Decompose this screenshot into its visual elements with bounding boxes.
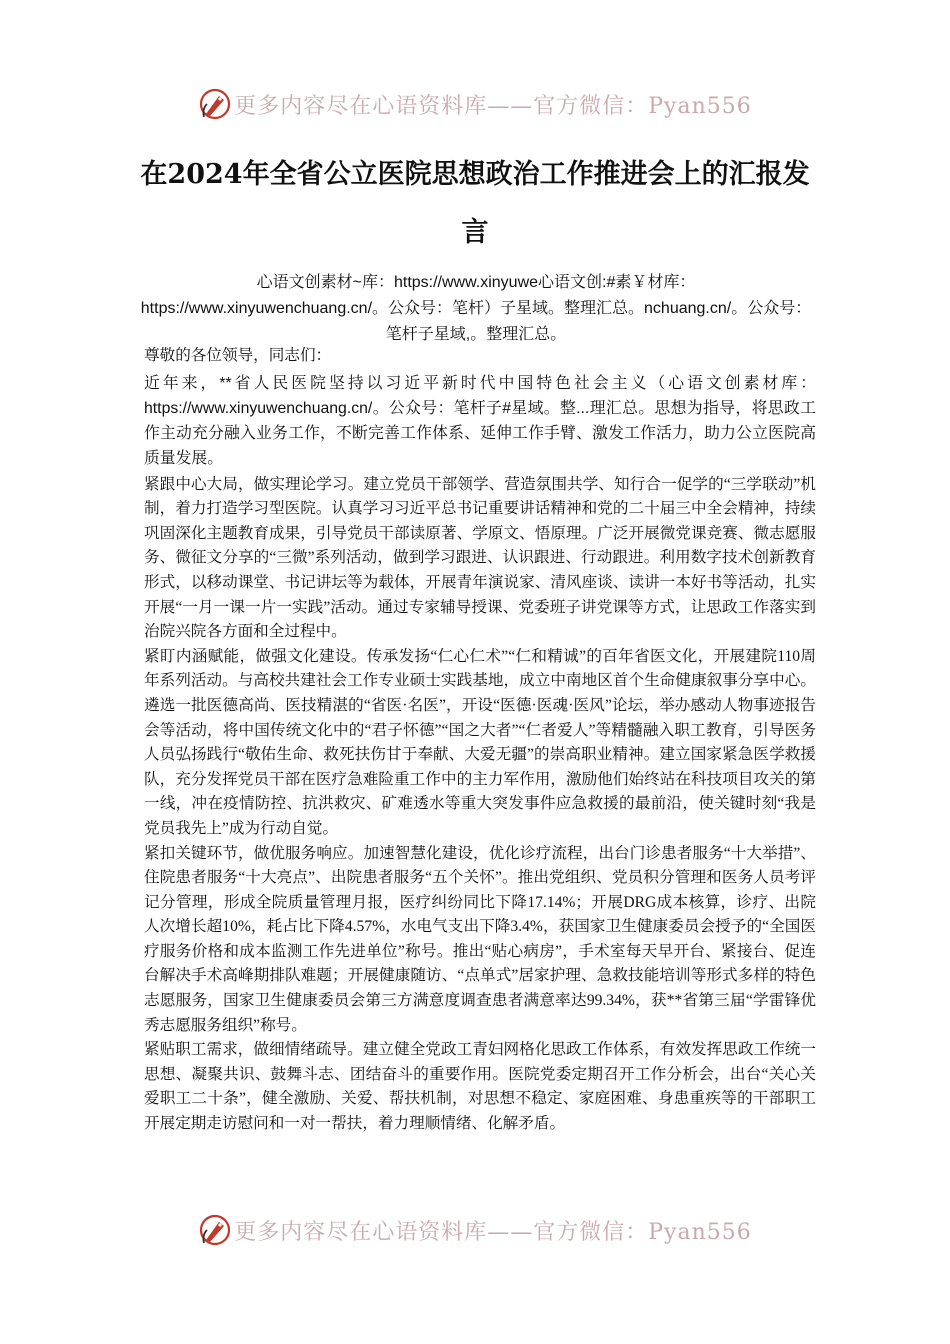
body-paragraph: 紧盯内涵赋能，做强文化建设。传承发扬“仁心仁术”“仁和精诚”的百年省医文化，开展建院110周年系列活动。与高校共建社会工作专业硕士实践基地，成立中南地区首个生命健康叙事分享中心。遴选一批医德高尚、医技精湛的“省医·名医”，开设“医德·医魂·医风”论坛，举办感动人物事迹报告会等活动，将中国传统文化中的“君子怀德”“国之大者”“仁者爱人”等精髓融入职工教育，引导医务人员弘扬践行“敬佑生命、救死扶伤甘于奉献、大爱无疆”的崇高职业精神。建立国家紧急医学救援队，充分发挥党员干部在医疗急难险重工作中的主力军作用，激励他们始终站在科技项目攻关的第一线，冲在疫情防控、抗洪救灾、矿难透水等重大突发事件应急救援的最前沿，使关键时刻“我是党员我先上”成为行动自觉。	[144, 647, 816, 837]
body-paragraph: 紧跟中心大局，做实理论学习。建立党员干部领学、营造氛围共学、知行合一促学的“三学联动”机制，着力打造学习型医院。认真学习习近平总书记重要讲话精神和党的二十届三中全会精神，持续巩固深化主题教育成果，引导党员干部读原著、学原文、悟原理。广泛开展微党课竞赛、微志愿服务、微征文分享的“三微”系列活动，做到学习跟进、认识跟进、行动跟进。利用数字技术创新教育形式，以移动课堂、书记讲坛等为载体，开展青年演说家、清风座谈、读讲一本好书等活动，扎实开展“一月一课一片一实践”活动。通过专家辅导授课、党委班子讲党课等方式，让思政工作落实到治院兴院各方面和全过程中。	[144, 475, 816, 641]
document-body	[144, 344, 816, 1137]
salutation: 尊敬的各位领导，同志们：	[144, 347, 332, 364]
footer-banner	[0, 1208, 950, 1252]
body-paragraph: 紧贴职工需求，做细情绪疏导。建立健全党政工青妇网格化思政工作体系，有效发挥思政工作统一思想、凝聚共识、鼓舞斗志、团结奋斗的重要作用。医院党委定期召开工作分析会，出台“关心关爱职工二十条”，健全激励、关爱、帮扶机制，对思想不稳定、家庭困难、身患重疾等的干部职工开展定期走访慰问和一对一帮扶，着力理顺情绪、化解矛盾。	[144, 1041, 816, 1133]
pen-nib-circle-icon	[198, 87, 232, 121]
document-title: 在2024年全省公立医院思想政治工作推进会上的汇报发言	[140, 159, 810, 248]
footer-banner-text: 更多内容尽在心语资料库——官方微信：Pyan556	[234, 1219, 752, 1245]
lead-paragraph: 近年来，**省人民医院坚持以习近平新时代中国特色社会主义（心语文创素材库：https://www.xinyuwenchuang.cn/。公众号：笔杆子#星域。整...理汇总。思想为指导，将思政工作主动充分融入业务工作，不断完善工作体系、延伸工作手臂、激发工作活力，助力公立医院高质量发展。	[144, 374, 816, 467]
source-meta-line: 心语文创素材~库：https://www.xinyuwe心语文创:#素￥材库：https://www.xinyuwenchuang.cn/。公众号：笔杆）子星域。整理汇总。nchuang.cn/。公众号：笔杆子星域,。整理汇总。	[140, 274, 812, 343]
header-banner	[0, 82, 950, 126]
header-banner-text: 更多内容尽在心语资料库——官方微信：Pyan556	[234, 93, 752, 119]
pen-nib-circle-icon	[198, 1213, 232, 1247]
body-paragraph: 紧扣关键环节，做优服务响应。加速智慧化建设，优化诊疗流程，出台门诊患者服务“十大举措”、住院患者服务“十大亮点”、出院患者服务“五个关怀”。推出党组织、党员积分管理和医务人员考评记分管理，形成全院质量管理月报，医疗纠纷同比下降17.14%；开展DRG成本核算，诊疗、出院人次增长超10%，耗占比下降4.57%，水电气支出下降3.4%，获国家卫生健康委员会授予的“全国医疗服务价格和成本监测工作先进单位”称号。推出“贴心病房”，手术室每天早开台、紧接台、促连台解决手术高峰期排队难题；开展健康随访、“点单式”居家护理、急救技能培训等形式多样的特色志愿服务，国家卫生健康委员会第三方满意度调查患者满意率达99.34%，获**省第三届“学雷锋优秀志愿服务组织”称号。	[144, 844, 816, 1034]
